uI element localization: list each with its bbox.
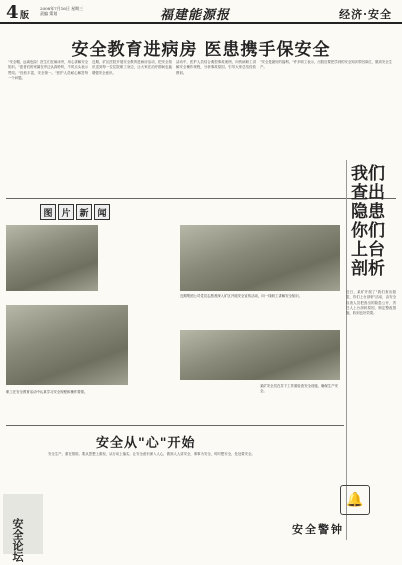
side-article: 近日，某矿开展了"我们查出隐患，你们上台剖析"活动，由安全检查人员把查出的隐患公开，责任人上台剖析原因，制定整改措施，收到良好效果。 — [346, 290, 396, 316]
alarm-bell-icon: 🔔 — [340, 485, 370, 515]
horizontal-divider-lower — [6, 425, 344, 426]
header-info — [40, 6, 83, 16]
news-photo-bottom-left — [6, 305, 128, 385]
page-number: 4 — [6, 2, 19, 23]
page-header — [0, 0, 402, 24]
pic-news-char: 闻 — [94, 204, 110, 220]
subhead-safety-heart: 安全从"心"开始 — [96, 436, 196, 451]
article-column-4: "安全是最好的福利。"许多职工表示，出院后要把学到的安全知识带回岗位，做到安全生产。 — [260, 60, 392, 70]
forum-label: 安全论坛 — [11, 518, 24, 562]
picture-news-label — [40, 204, 110, 220]
main-headline: 安全教育进病房 医患携手保安全 — [71, 40, 331, 60]
photo-caption-right: 某矿安全员在井下工作面检查安全设施，确保生产安全。 — [260, 384, 338, 393]
news-photo-top-right — [180, 225, 340, 291]
pic-news-char: 片 — [58, 204, 74, 220]
lower-article: 安全生产，重在预防。要从思想上重视，从行动上落实，让安全意识深入人心，做到人人讲安全，事事为安全，时时想安全，处处要安全。 — [48, 452, 255, 456]
horizontal-divider — [6, 198, 396, 199]
header-date: 2008年7月16日 星期三 — [40, 6, 84, 11]
masthead: 福建能源报 — [160, 8, 231, 23]
pic-news-char: 新 — [76, 204, 92, 220]
safety-alarm-label: 安全警钟 — [292, 523, 344, 536]
pic-news-char: 图 — [40, 204, 56, 220]
article-column-3: 活动中，医护人员结合典型事故案例，向伤病职工讲解安全操作规程，分析事故原因，引导大家总结经验教训。 — [176, 60, 256, 75]
article-column-2: 近期，矿区医院开展安全教育进病房活动，把安全知识送到每一位住院职工身边，让大家在治疗期间也能增强安全意识。 — [92, 60, 172, 75]
side-headline: 我们查出隐患 你们上台剖析 — [351, 164, 385, 279]
news-photo-bottom-right — [180, 330, 340, 380]
photo-caption-bottom: 职工在安全教育活动中认真学习安全规程和操作要领。 — [6, 390, 88, 394]
article-column-1: "安全帽，远离危险！医生们在病床旁，用心讲解安全知识。"患者们的家属在旁边认真聆听，不时点头表示赞同。"经验丰富，安全第一。"医护人员耐心解答每一个问题。 — [8, 60, 88, 80]
section-title: 经济·安全 — [339, 8, 392, 21]
news-photo-left — [6, 225, 98, 291]
header-editor: 责编 策划 — [40, 11, 58, 16]
page-suffix: 版 — [20, 11, 30, 21]
photo-caption-top-right: 近期集团公司党员志愿者深入矿区开展安全宣传活动，向一线职工讲解安全知识。 — [180, 294, 303, 298]
